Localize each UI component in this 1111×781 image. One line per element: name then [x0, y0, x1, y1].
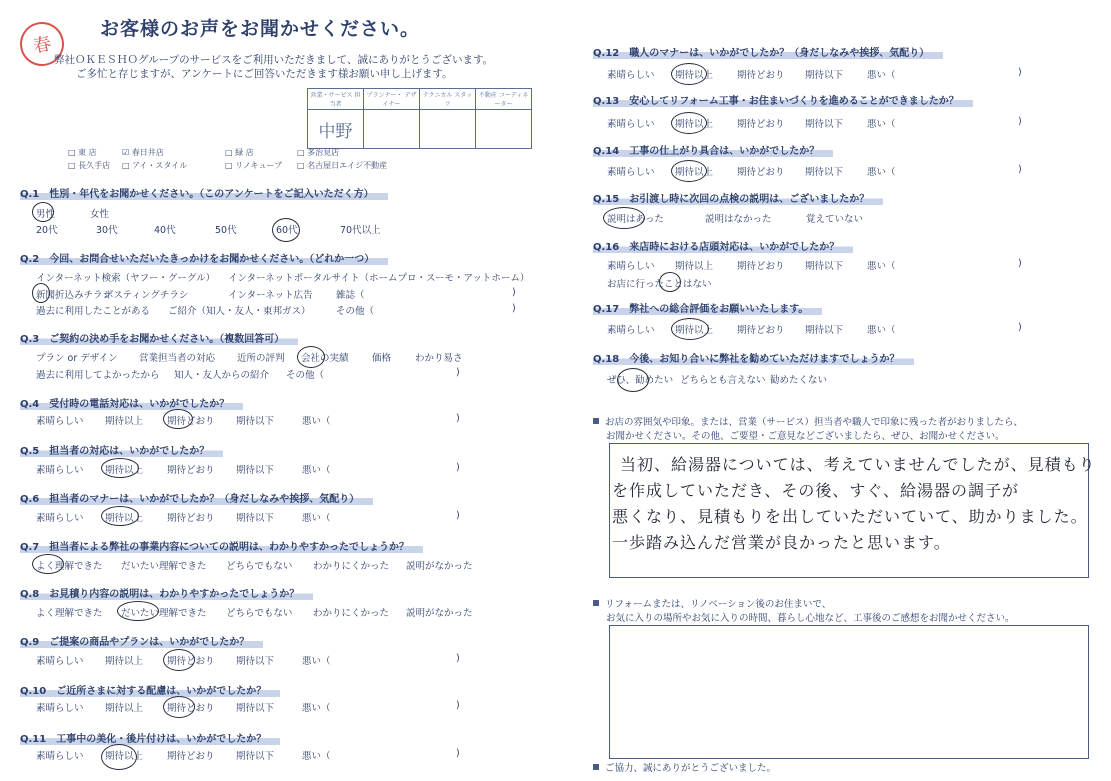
question-title: Q.17 弊社への総合評価をお願いいたします。	[593, 300, 822, 315]
selected-answer-circle	[671, 160, 707, 182]
answer-option[interactable]: どちらでもない	[226, 561, 293, 572]
answer-option[interactable]: 素晴らしい	[607, 261, 655, 272]
selected-answer-circle	[297, 346, 325, 368]
selected-answer-circle	[163, 409, 193, 429]
answer-option[interactable]: 30代	[96, 225, 118, 236]
answer-option[interactable]: 素晴らしい	[36, 751, 84, 762]
question-title: Q.13 安心してリフォーム工事・お住まいづくりを進めることができましたか？	[593, 92, 973, 107]
answer-option[interactable]: ご紹介（知人・友人・東邦ガス）	[168, 306, 311, 317]
answer-option[interactable]: 70代以上	[340, 225, 381, 236]
company-seal-stamp: 春	[16, 18, 68, 70]
option-close-paren: )	[1018, 164, 1022, 175]
question-title: Q.3 ご契約の決め手をお聞かせください。（複数回答可）	[20, 330, 298, 345]
answer-option[interactable]: 50代	[215, 225, 237, 236]
answer-option[interactable]: 期待以下	[236, 513, 275, 524]
branch-nagakute[interactable]: □ 長久手店	[68, 161, 111, 170]
question-title: Q.18 今後、お知り合いに弊社を勧めていただけますでしょうか？	[593, 350, 914, 365]
page-title: お客様のお声をお聞かせください。	[100, 18, 421, 40]
staff-technical-name[interactable]	[420, 110, 476, 149]
answer-option[interactable]: 素晴らしい	[36, 656, 84, 667]
answer-option[interactable]: プラン or デザイン	[36, 353, 118, 364]
selected-answer-circle	[603, 207, 645, 229]
branch-midori[interactable]: □ 緑 店	[225, 148, 254, 157]
option-close-paren: )	[456, 653, 460, 664]
answer-option[interactable]: インターネット広告	[228, 290, 313, 301]
answer-option[interactable]: だいたい理解できた	[121, 608, 207, 619]
option-close-paren: )	[456, 510, 460, 521]
answer-option[interactable]: 期待以上	[675, 325, 714, 336]
selected-answer-circle	[117, 601, 159, 621]
question-title: Q.7 担当者による弊社の事業内容についての説明は、わかりやすかったでしょうか？	[20, 538, 423, 553]
selected-answer-circle	[671, 63, 707, 85]
staff-table	[307, 88, 532, 149]
staff-header-sales: 営業・サービス 担当者	[308, 89, 364, 110]
answer-option[interactable]: 雑誌（	[336, 290, 365, 301]
answer-option[interactable]: 期待以上	[105, 465, 144, 476]
answer-option[interactable]: 期待以上	[105, 751, 144, 762]
answer-option[interactable]: 40代	[154, 225, 176, 236]
option-close-paren: )	[1018, 67, 1022, 78]
answer-option[interactable]: 近所の評判	[237, 353, 285, 364]
answer-option[interactable]: お店に行ったことはない	[607, 279, 712, 290]
answer-option[interactable]: 悪い（	[867, 325, 896, 336]
staff-sales-name[interactable]: 中野	[308, 110, 364, 149]
answer-option[interactable]: ポスティングチラシ	[104, 290, 189, 301]
answer-option[interactable]: 期待どおり	[737, 70, 785, 81]
option-close-paren: )	[456, 462, 460, 473]
answer-option[interactable]: その他（	[336, 306, 375, 317]
answer-option[interactable]: 期待以上	[675, 70, 714, 81]
answer-option[interactable]: わかり易さ	[415, 353, 463, 364]
branch-realestate[interactable]: □ 名古屋日エイジ不動産	[297, 161, 388, 170]
answer-option[interactable]: 素晴らしい	[36, 465, 84, 476]
staff-header-technical: テクニカル スタッフ	[420, 89, 476, 110]
selected-answer-circle	[32, 202, 54, 222]
footer-thanks-text: ご協力、誠にありがとうございました。	[605, 763, 777, 774]
answer-option[interactable]: どちらでもない	[226, 608, 293, 619]
selected-answer-circle	[163, 696, 195, 718]
option-close-paren: )	[456, 367, 460, 378]
selected-answer-circle	[32, 554, 64, 574]
option-close-paren: )	[456, 748, 460, 759]
answer-option[interactable]: その他（	[286, 370, 325, 381]
answer-option[interactable]: 期待以上	[105, 656, 144, 667]
reform-prompt-line-1	[593, 598, 831, 612]
answer-option[interactable]: だいたい理解できた	[121, 561, 207, 572]
staff-planner-name[interactable]	[364, 110, 420, 149]
comment-handwriting-line-4: 一歩踏み込んだ営業が良かったと思います。	[612, 533, 951, 552]
answer-option[interactable]: 期待以下	[236, 751, 275, 762]
comment-box[interactable]	[609, 443, 1096, 578]
answer-option[interactable]: 期待どおり	[737, 167, 785, 178]
answer-option[interactable]: インターネット検索（ヤフー・グーグル）	[36, 273, 216, 284]
answer-option[interactable]: 悪い（	[302, 513, 331, 524]
option-close-paren: )	[512, 303, 516, 314]
answer-option[interactable]: 期待以下	[805, 261, 844, 272]
selected-answer-circle	[101, 506, 139, 526]
answer-option[interactable]: 期待どおり	[167, 751, 215, 762]
answer-option[interactable]: 期待どおり	[167, 656, 215, 667]
answer-option[interactable]: 期待どおり	[167, 513, 215, 524]
answer-option[interactable]: 期待以上	[675, 119, 714, 130]
selected-answer-circle	[101, 458, 139, 478]
answer-option[interactable]: 期待どおり	[167, 465, 215, 476]
option-close-paren: )	[512, 287, 516, 298]
question-title: Q.15 お引渡し時に次回の点検の説明は、ございましたか？	[593, 190, 883, 205]
answer-option[interactable]: 営業担当者の対応	[139, 353, 216, 364]
answer-option[interactable]: 期待以下	[805, 325, 844, 336]
answer-option[interactable]: 悪い（	[302, 416, 331, 427]
selected-answer-circle	[617, 368, 649, 392]
answer-option[interactable]: 素晴らしい	[36, 703, 84, 714]
answer-option[interactable]: 説明がなかった	[406, 561, 473, 572]
comment-handwriting-line-1: 当初、給湯器については、考えていませんでしたが、見積もり	[620, 455, 1096, 474]
section-bullet-icon	[593, 418, 599, 424]
answer-option[interactable]: 期待以下	[236, 465, 275, 476]
answer-option[interactable]: インターネットポータルサイト（ホームプロ・スーモ・アットホーム）	[228, 273, 530, 284]
answer-option[interactable]: 価格	[372, 353, 392, 364]
section-bullet-icon	[593, 600, 599, 606]
answer-option[interactable]: 女性	[90, 209, 110, 220]
staff-header-planner: プランナー・ デザイナー	[364, 89, 420, 110]
reform-comment-box[interactable]	[609, 625, 1089, 759]
answer-option[interactable]: 素晴らしい	[607, 70, 655, 81]
intro-line-1: 弊社ＯＫＥＳＨＯグループのサービスをご利用いただきまして、誠にありがとうございます。	[54, 54, 494, 66]
answer-option[interactable]: 素晴らしい	[36, 416, 84, 427]
answer-option[interactable]: 20代	[36, 225, 58, 236]
answer-option[interactable]: 素晴らしい	[36, 513, 84, 524]
question-title: Q.12 職人のマナーは、いかがでしたか？（身だしなみや挨拶、気配り）	[593, 44, 943, 59]
answer-option[interactable]: 悪い（	[302, 656, 331, 667]
answer-option[interactable]: 説明はあった	[607, 214, 664, 225]
branch-tajimi[interactable]: □ 多治見店	[297, 148, 340, 157]
answer-option[interactable]: 悪い（	[867, 167, 896, 178]
answer-option[interactable]: 悪い（	[867, 119, 896, 130]
answer-option[interactable]: 期待以下	[805, 167, 844, 178]
staff-header-realestate: 不動産 コーディネーター	[476, 89, 532, 110]
intro-line-2: ご多忙と存じますが、アンケートにご回答いただきます様お願い申し上げます。	[76, 68, 453, 80]
branch-kasugai[interactable]: ☑ 春日井店	[122, 148, 164, 157]
staff-realestate-name[interactable]	[476, 110, 532, 149]
answer-option[interactable]: 過去に利用したことがある	[36, 306, 151, 317]
answer-option[interactable]: 過去に利用してよかったから	[36, 370, 160, 381]
answer-option[interactable]: 期待以下	[236, 416, 275, 427]
answer-option[interactable]: 覚えていない	[806, 214, 864, 225]
question-title: Q.8 お見積り内容の説明は、わかりやすかったでしょうか？	[20, 585, 313, 600]
comment-handwriting-line-3: 悪くなり、見積もりを出していただいていて、助かりました。	[612, 507, 1088, 526]
comment-prompt-text-1: お店の雰囲気や印象。または、営業（サービス）担当者や職人で印象に残った者がおりましたら、	[605, 417, 1024, 428]
answer-option[interactable]: 悪い（	[867, 261, 896, 272]
answer-option[interactable]: 期待以上	[105, 416, 144, 427]
answer-option[interactable]: ぜひ、勧めたい	[607, 375, 674, 386]
section-bullet-icon	[593, 764, 599, 770]
answer-option[interactable]: どちらとも言えない	[680, 375, 766, 386]
selected-answer-circle	[32, 283, 50, 303]
answer-option[interactable]: 素晴らしい	[607, 119, 655, 130]
answer-option[interactable]: 期待どおり	[737, 325, 785, 336]
answer-option[interactable]: わかりにくかった	[313, 561, 390, 572]
answer-option[interactable]: 知人・友人からの紹介	[174, 370, 270, 381]
answer-option[interactable]: 期待以下	[236, 703, 275, 714]
footer-thanks	[593, 762, 776, 776]
reform-prompt-line-2: お気に入りの場所やお気に入りの時間、暮らし心地など、工事後のご感想をお聞かせください。	[606, 613, 1015, 624]
answer-option[interactable]: 期待以上	[105, 513, 144, 524]
answer-option[interactable]: 期待以上	[105, 703, 144, 714]
question-title: Q.14 工事の仕上がり具合は、いかがでしたか？	[593, 142, 833, 157]
answer-option[interactable]: 説明がなかった	[406, 608, 473, 619]
branch-east[interactable]: □ 東 店	[68, 148, 97, 157]
answer-option[interactable]: 期待どおり	[167, 416, 215, 427]
answer-option[interactable]: 60代	[276, 225, 298, 236]
question-title: Q.11 工事中の美化・後片付けは、いかがでしたか？	[20, 730, 280, 745]
reform-prompt-text-1: リフォームまたは、リノベーション後のお住まいで、	[605, 599, 832, 610]
answer-option[interactable]: よく理解できた	[36, 608, 103, 619]
answer-option[interactable]: 期待以下	[236, 656, 275, 667]
answer-option[interactable]: 期待どおり	[737, 261, 785, 272]
answer-option[interactable]: 悪い（	[867, 70, 896, 81]
answer-option[interactable]: 素晴らしい	[607, 325, 655, 336]
selected-answer-circle	[671, 112, 707, 134]
answer-option[interactable]: 悪い（	[302, 751, 331, 762]
selected-answer-circle	[659, 272, 681, 292]
answer-option[interactable]: 説明はなかった	[705, 214, 772, 225]
option-close-paren: )	[1018, 258, 1022, 269]
question-title: Q.9 ご提案の商品やプランは、いかがでしたか？	[20, 633, 263, 648]
answer-option[interactable]: 悪い（	[302, 703, 331, 714]
answer-option[interactable]: 期待以下	[805, 70, 844, 81]
answer-option[interactable]: わかりにくかった	[313, 608, 390, 619]
answer-option[interactable]: 期待以上	[675, 261, 714, 272]
question-title: Q.2 今回、お問合せいただいたきっかけをお聞かせください。（どれか一つ）	[20, 250, 388, 265]
question-title: Q.1 性別・年代をお聞かせください。（このアンケートをご記入いただく方）	[20, 185, 388, 200]
question-title: Q.10 ご近所さまに対する配慮は、いかがでしたか？	[20, 682, 280, 697]
selected-answer-circle	[272, 218, 300, 242]
option-close-paren: )	[1018, 116, 1022, 127]
comment-prompt-line-2: お聞かせください。その他、ご要望・ご意見などございましたら、ぜひ、お聞かせください。	[606, 431, 1005, 442]
answer-option[interactable]: 勧めたくない	[770, 375, 828, 386]
option-close-paren: )	[1018, 322, 1022, 333]
answer-option[interactable]: 悪い（	[302, 465, 331, 476]
question-title: Q.16 来店時における店頭対応は、いかがでしたか？	[593, 238, 853, 253]
comment-handwriting-line-2: を作成していただき、その後、すぐ、給湯器の調子が	[612, 481, 1020, 500]
branch-istyle[interactable]: □ アイ・スタイル	[122, 161, 188, 170]
answer-option[interactable]: 新聞折込みチラシ	[36, 290, 113, 301]
question-title: Q.4 受付時の電話対応は、いかがでしたか？	[20, 395, 243, 410]
comment-prompt-line-1	[593, 416, 1023, 430]
selected-answer-circle	[101, 744, 137, 770]
question-title: Q.6 担当者のマナーは、いかがでしたか？（身だしなみや挨拶、気配り）	[20, 490, 373, 505]
answer-option[interactable]: 期待どおり	[737, 119, 785, 130]
answer-option[interactable]: 期待以上	[675, 167, 714, 178]
answer-option[interactable]: 期待どおり	[167, 703, 215, 714]
answer-option[interactable]: 素晴らしい	[607, 167, 655, 178]
selected-answer-circle	[671, 318, 709, 340]
option-close-paren: )	[456, 700, 460, 711]
answer-option[interactable]: よく理解できた	[36, 561, 103, 572]
selected-answer-circle	[163, 649, 195, 671]
answer-option[interactable]: 会社の実績	[301, 353, 349, 364]
answer-option[interactable]: 期待以下	[805, 119, 844, 130]
answer-option[interactable]: 男性	[36, 209, 56, 220]
option-close-paren: )	[456, 413, 460, 424]
question-title: Q.5 担当者の対応は、いかがでしたか？	[20, 442, 223, 457]
branch-renocube[interactable]: □ リノキューブ	[225, 161, 283, 170]
